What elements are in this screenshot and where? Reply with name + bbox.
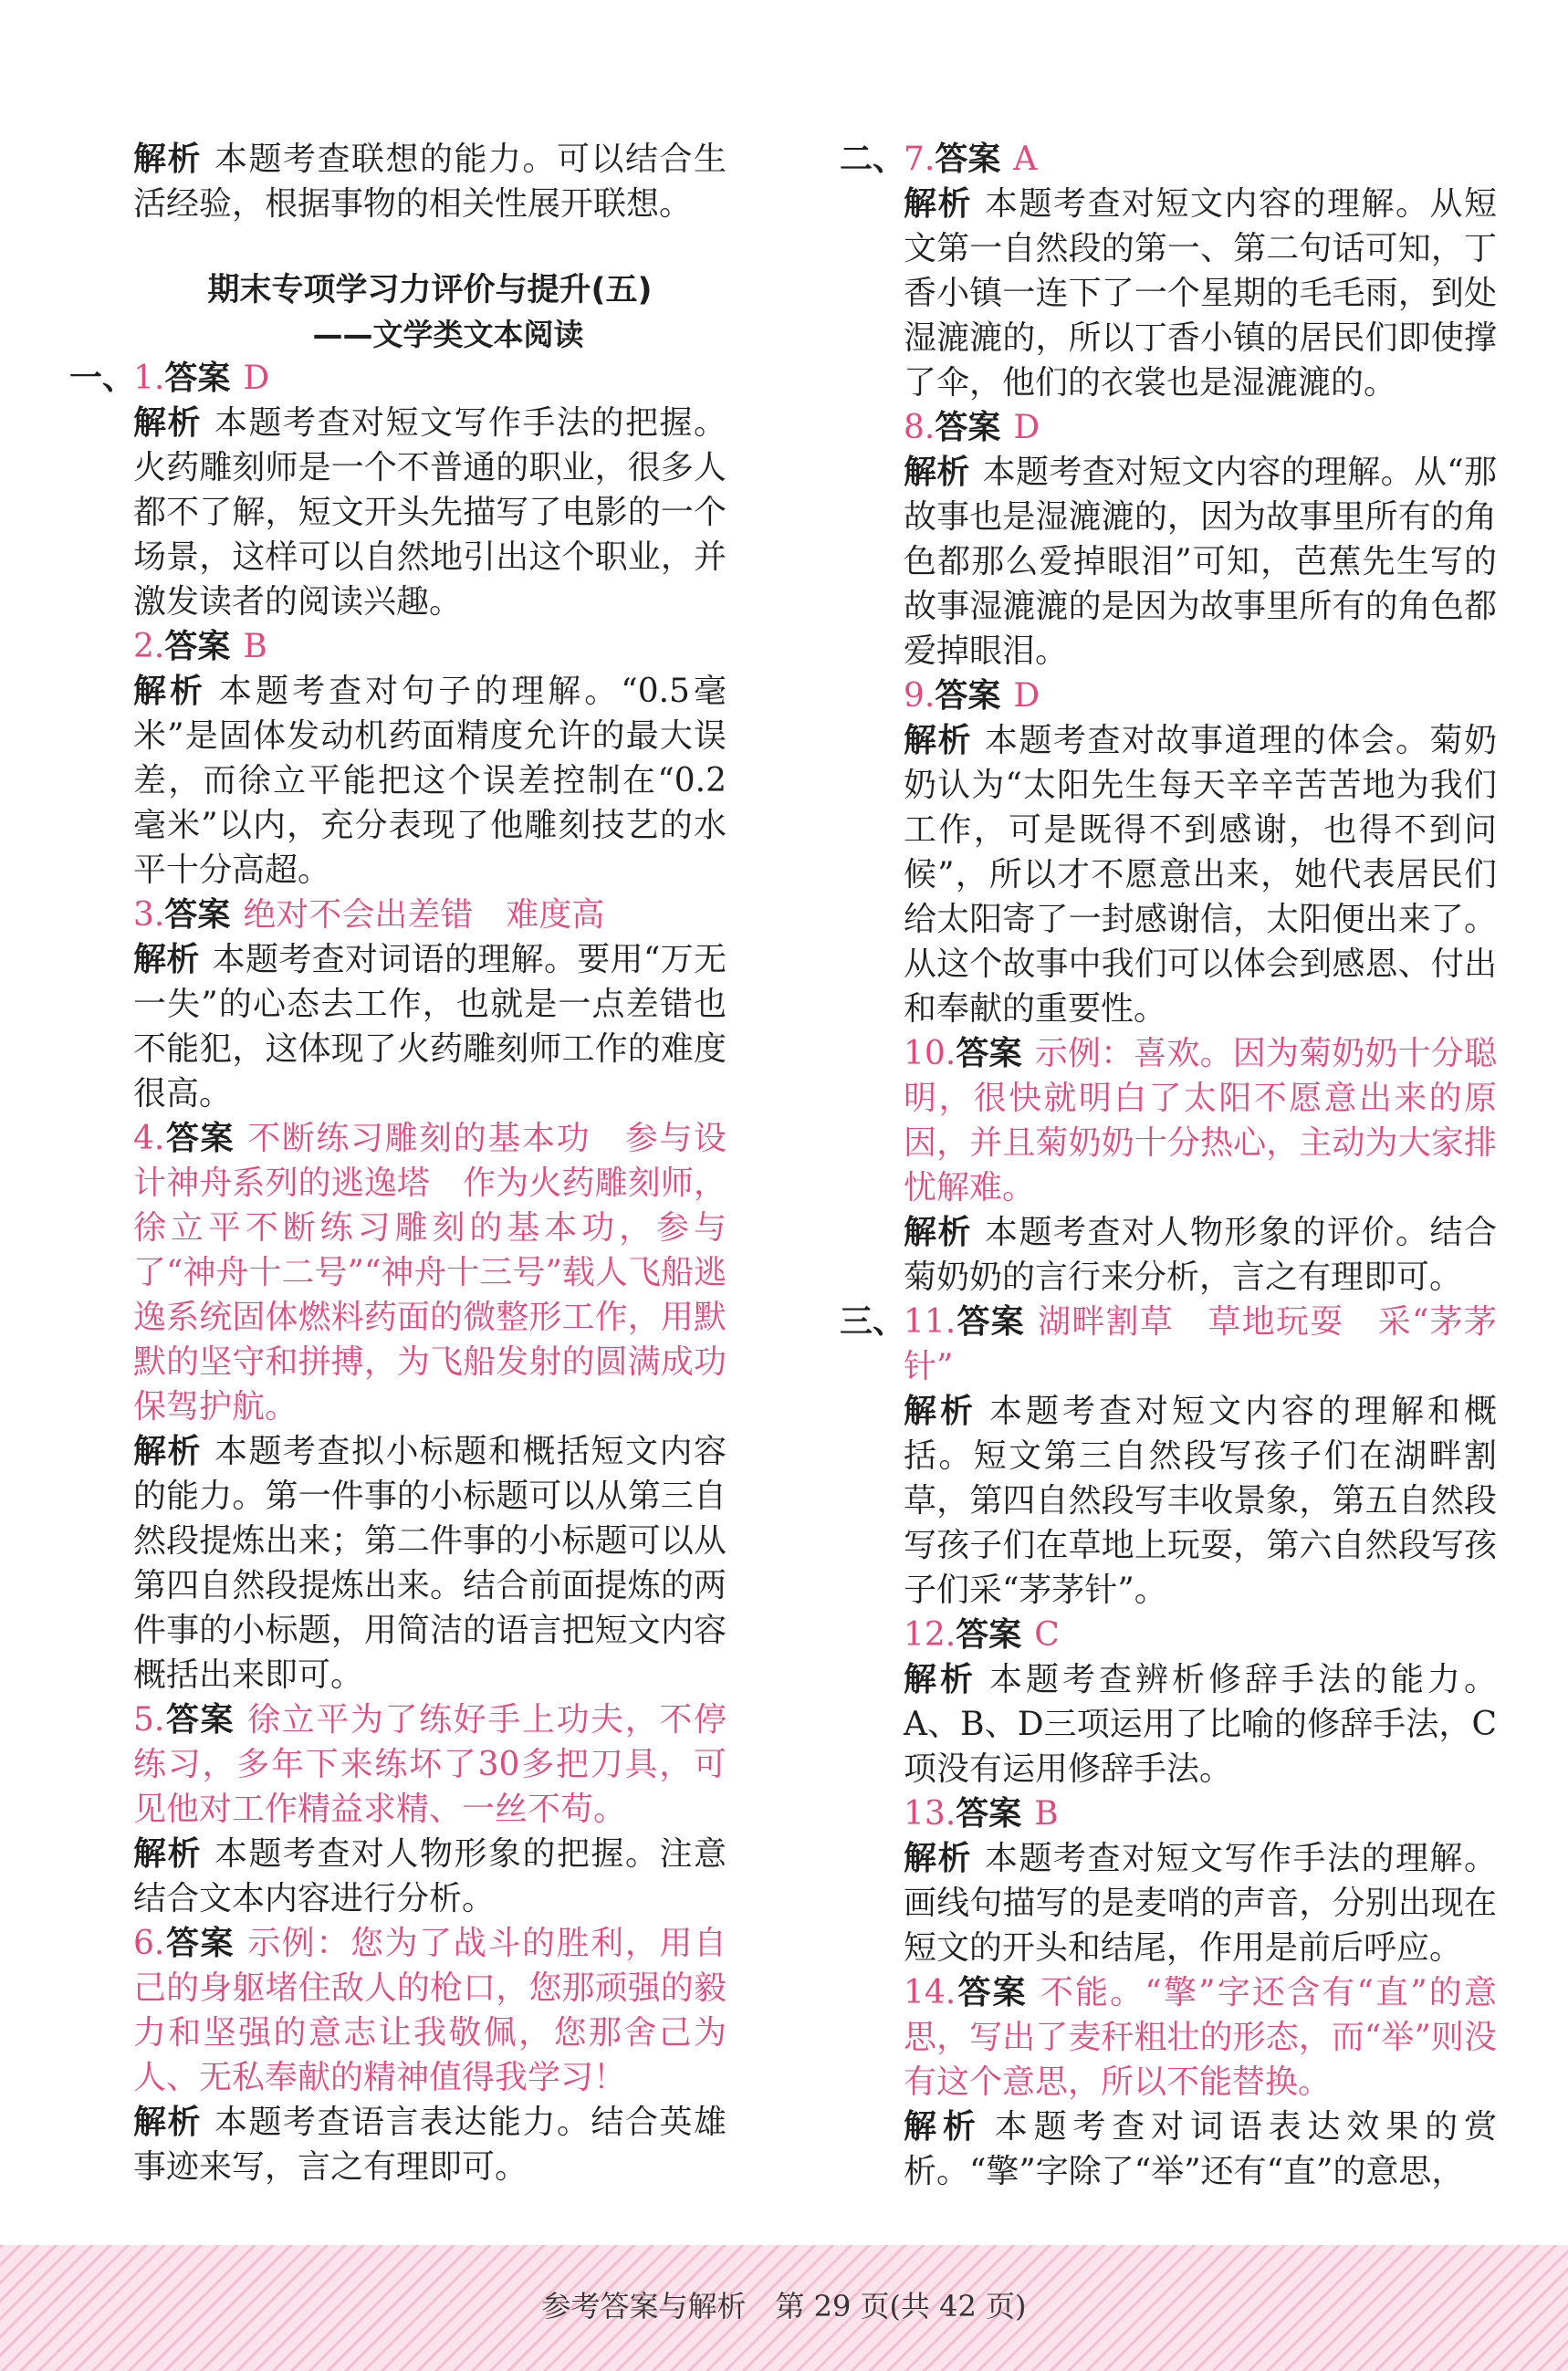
question-number: 1.: [133, 360, 165, 397]
question-7: [840, 137, 1497, 405]
answer-line: [904, 1613, 1497, 1657]
question-number: 13.: [904, 1795, 956, 1833]
answer-line: [904, 1791, 1497, 1836]
answer-text: D: [1013, 409, 1040, 446]
analysis-line: [133, 937, 727, 1116]
part-three-marker: 三、: [840, 1303, 906, 1341]
part-two-marker: 二、: [840, 141, 906, 178]
question-1: [69, 356, 727, 624]
analysis-line: [133, 1429, 727, 1697]
analysis-text: 本题考查对人物形象的把握。注意结合文本内容进行分析。: [133, 1835, 727, 1917]
analysis-label: 解析: [904, 185, 972, 223]
answer-label: 答案: [956, 1795, 1022, 1833]
analysis-text: 本题考查对词语表达效果的赏析。“擎”字除了“举”还有“直”的意思，: [904, 2108, 1497, 2190]
answer-label: 答案: [164, 1925, 235, 1962]
answer-label: 答案: [164, 628, 231, 665]
analysis-line: [904, 450, 1497, 674]
answer-text: B: [243, 628, 267, 665]
question-number: 3.: [133, 896, 165, 934]
analysis-text: 本题考查对短文内容的理解。从“那故事也是湿漉漉的，因为故事里所有的角色都那么爱掉眼泪”可知，芭蕉先生写的故事湿漉漉的是因为故事里所有的角色都爱掉眼泪。: [904, 454, 1497, 670]
answer-text: D: [1013, 677, 1040, 715]
section-title: 期末专项学习力评价与提升(五): [207, 272, 653, 308]
question-13: [904, 1791, 1497, 1970]
answer-text: D: [243, 360, 270, 397]
section-subtitle: ——文学类文本阅读: [312, 317, 584, 352]
intro-analysis: [133, 137, 727, 226]
question-number: 11.: [904, 1303, 956, 1341]
analysis-text: 本题考查对短文写作手法的把握。火药雕刻师是一个不普通的职业，很多人都不了解，短文开头先描写了电影的一个场景，这样可以自然地引出这个职业，并激发读者的阅读兴趣。: [133, 404, 727, 621]
analysis-line: [904, 1657, 1497, 1791]
analysis-label: 解析: [904, 454, 970, 491]
answer-line: [904, 1031, 1497, 1210]
analysis-label: 解析: [133, 1835, 202, 1873]
analysis-text: 本题考查对短文写作手法的理解。画线句描写的是麦哨的声音，分别出现在短文的开头和结尾，作用是前后呼应。: [904, 1840, 1497, 1967]
analysis-line: [904, 182, 1497, 405]
question-number: 2.: [133, 628, 165, 665]
question-number: 10.: [904, 1035, 956, 1072]
analysis-text: 本题考查对短文内容的理解。从短文第一自然段的第一、第二句话可知，丁香小镇一连下了一个星期的毛毛雨，到处湿漉漉的，所以丁香小镇的居民们即使撑了伞，他们的衣裳也是湿漉漉的。: [904, 185, 1497, 402]
answer-label: 答案: [935, 677, 1001, 715]
analysis-text: 本题考查联想的能力。可以结合生活经验，根据事物的相关性展开联想。: [133, 141, 727, 223]
left-column: [69, 137, 727, 2189]
answer-line: [904, 1300, 1497, 1389]
analysis-label: 解析: [133, 404, 202, 442]
analysis-label: 解析: [904, 1393, 977, 1430]
analysis-label: 解析: [904, 1840, 972, 1877]
answer-line: [133, 1116, 727, 1429]
question-number: 6.: [133, 1925, 165, 1962]
analysis-label: 解析: [904, 722, 972, 759]
analysis-text: 本题考查对句子的理解。“0.5毫米”是固体发动机药面精度允许的最大误差，而徐立平能把这个误差控制在“0.2毫米”以内，充分表现了他雕刻技艺的水平十分高超。: [133, 673, 727, 889]
answer-text: 湖畔割草 草地玩耍 采“茅茅针”: [904, 1303, 1497, 1385]
question-number: 4.: [133, 1120, 165, 1157]
answer-label: 答案: [956, 1974, 1028, 2011]
analysis-text: 本题考查对故事道理的体会。菊奶奶认为“太阳先生每天辛辛苦苦地为我们工作，可是既得不到感谢，也得不到问候”，所以才不愿意出来，她代表居民们给太阳寄了一封感谢信，太阳便出来了。从这个故事中我们可以体会到感恩、付出和奉献的重要性。: [904, 722, 1497, 1028]
question-5: [133, 1697, 727, 1921]
answer-label: 答案: [164, 1701, 235, 1739]
question-11: [840, 1300, 1497, 1613]
answer-line: [904, 1970, 1497, 2105]
question-number: 12.: [904, 1616, 956, 1654]
answer-text: A: [1013, 141, 1038, 178]
answer-text: C: [1034, 1616, 1060, 1654]
question-6: [133, 1921, 727, 2189]
question-number: 14.: [904, 1974, 956, 2011]
answer-line: [904, 137, 1497, 182]
analysis-label: 解析: [133, 1433, 202, 1470]
answer-label: 答案: [956, 1303, 1026, 1341]
analysis-label: 解析: [133, 941, 200, 978]
answer-line: [133, 1697, 727, 1832]
analysis-label: 解析: [904, 1661, 977, 1698]
answer-text: 不能。“擎”字还含有“直”的意思，写出了麦秆粗壮的形态，而“举”则没有这个意思，所以不能替换。: [904, 1974, 1497, 2101]
answer-text: B: [1034, 1795, 1059, 1833]
answer-text: 不断练习雕刻的基本功 参与设计神舟系列的逃逸塔 作为火药雕刻师，徐立平不断练习雕刻的基本功，参与了“神舟十二号”“神舟十三号”载人飞船逃逸系统固体燃料药面的微整形工作，用默默的坚守和拼搏，为飞船发射的圆满成功保驾护航。: [133, 1120, 727, 1426]
answer-text: 徐立平为了练好手上功夫，不停练习，多年下来练坏了30多把刀具，可见他对工作精益求精、一丝不苟。: [133, 1701, 727, 1828]
answer-line: [133, 624, 727, 669]
answer-line: [133, 356, 727, 401]
right-column: [840, 137, 1497, 2194]
analysis-text: 本题考查语言表达能力。结合英雄事迹来写，言之有理即可。: [133, 2104, 727, 2186]
question-number: 8.: [904, 409, 936, 446]
part-one-marker: 一、: [69, 360, 136, 397]
answer-label: 答案: [164, 896, 231, 934]
question-number: 5.: [133, 1701, 165, 1739]
question-number: 9.: [904, 677, 936, 715]
question-14: [904, 1970, 1497, 2194]
analysis-line: [904, 1389, 1497, 1613]
question-2: [133, 624, 727, 893]
analysis-line: [904, 718, 1497, 1031]
analysis-line: [904, 2105, 1497, 2194]
analysis-line: [133, 669, 727, 893]
question-3: [133, 893, 727, 1116]
answer-text: 示例：喜欢。因为菊奶奶十分聪明，很快就明白了太阳不愿意出来的原因，并且菊奶奶十分热心，主动为大家排忧解难。: [904, 1035, 1497, 1206]
analysis-text: 本题考查对短文内容的理解和概括。短文第三自然段写孩子们在湖畔割草，第四自然段写丰收景象，第五自然段写孩子们在草地上玩耍，第六自然段写孩子们采“茅茅针”。: [904, 1393, 1497, 1609]
page-footer: 参考答案与解析 第 29 页(共 42 页): [541, 2289, 1027, 2324]
question-12: [904, 1613, 1497, 1791]
question-number: 7.: [904, 141, 936, 178]
analysis-line: [904, 1836, 1497, 1970]
answer-label: 答案: [956, 1035, 1022, 1072]
answer-label: 答案: [935, 141, 1001, 178]
analysis-text: 本题考查拟小标题和概括短文内容的能力。第一件事的小标题可以从第三自然段提炼出来；第二件事的小标题可以从第四自然段提炼出来。结合前面提炼的两件事的小标题，用简洁的语言把短文内容概括出来即可。: [133, 1433, 727, 1694]
analysis-label: 解析: [133, 673, 207, 710]
analysis-line: [133, 1832, 727, 1921]
analysis-line: [133, 401, 727, 624]
answer-label: 答案: [164, 360, 231, 397]
analysis-text: 本题考查对词语的理解。要用“万无一失”的心态去工作，也就是一点差错也不能犯，这体现了火药雕刻师工作的难度很高。: [133, 941, 727, 1112]
analysis-label: 解析: [133, 141, 202, 178]
analysis-label: 解析: [904, 2108, 982, 2146]
answer-line: [133, 893, 727, 937]
answer-line: [904, 405, 1497, 450]
analysis-line: [904, 1210, 1497, 1300]
question-10: [904, 1031, 1497, 1300]
answer-text: 绝对不会出差错 难度高: [243, 896, 605, 934]
answer-line: [133, 1921, 727, 2100]
analysis-label: 解析: [133, 2104, 202, 2141]
answer-text: 示例：您为了战斗的胜利，用自己的身躯堵住敌人的枪口，您那顽强的毅力和坚强的意志让我敬佩，您那舍己为人、无私奉献的精神值得我学习！: [133, 1925, 727, 2096]
question-8: [904, 405, 1497, 674]
analysis-text: 本题考查对人物形象的评价。结合菊奶奶的言行来分析，言之有理即可。: [904, 1214, 1497, 1296]
answer-label: 答案: [956, 1616, 1022, 1654]
analysis-label: 解析: [904, 1214, 972, 1251]
question-9: [904, 674, 1497, 1031]
answer-label: 答案: [164, 1120, 235, 1157]
analysis-line: [133, 2100, 727, 2189]
answer-label: 答案: [935, 409, 1001, 446]
answer-line: [904, 674, 1497, 718]
analysis-text: 本题考查辨析修辞手法的能力。A、B、D三项运用了比喻的修辞手法，C项没有运用修辞手法。: [904, 1661, 1497, 1788]
question-4: [133, 1116, 727, 1697]
